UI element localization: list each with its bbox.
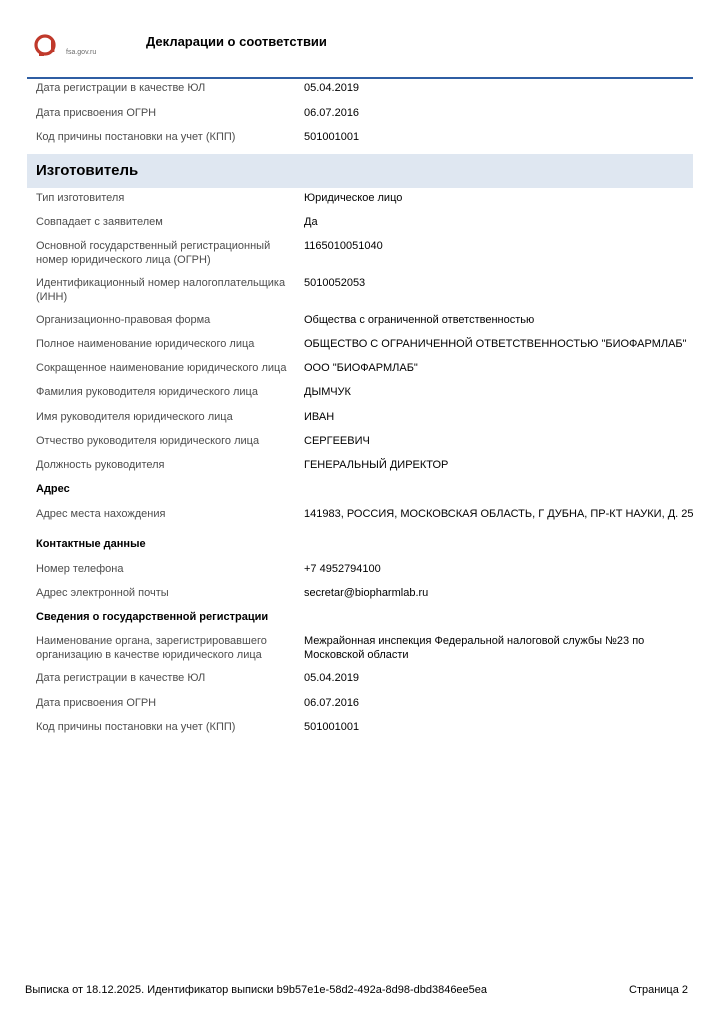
field-value: ДЫМЧУК bbox=[304, 386, 351, 398]
field-label: Дата регистрации в качестве ЮЛ bbox=[36, 82, 206, 94]
field-value: ГЕНЕРАЛЬНЫЙ ДИРЕКТОР bbox=[304, 459, 449, 471]
field-value: +7 4952794100 bbox=[304, 563, 381, 575]
logo-text: fsa.gov.ru bbox=[66, 49, 97, 56]
field-label: Основной государственный регистрационный номер юридического лица (ОГРН) bbox=[36, 240, 271, 266]
field-value: 05.04.2019 bbox=[304, 672, 360, 684]
field-label: Тип изготовителя bbox=[36, 192, 125, 204]
field-value: ОБЩЕСТВО С ОГРАНИЧЕННОЙ ОТВЕТСТВЕННОСТЬЮ "БИОФАРМЛАБ" bbox=[304, 338, 687, 350]
field-label: Имя руководителя юридического лица bbox=[36, 411, 233, 423]
field-value: Общества с ограниченной ответственностью bbox=[304, 314, 535, 326]
field-label: Адрес места нахождения bbox=[36, 508, 166, 520]
field-label: Должность руководителя bbox=[36, 459, 165, 471]
section-title: Изготовитель bbox=[36, 162, 139, 179]
field-label: Наименование органа, зарегистрировавшего организацию в качестве юридического лица bbox=[36, 635, 267, 661]
field-value: ИВАН bbox=[304, 411, 335, 423]
page-title: Декларации о соответствии bbox=[146, 34, 327, 49]
field-label: Фамилия руководителя юридического лица bbox=[36, 386, 258, 398]
field-label: Полное наименование юридического лица bbox=[36, 338, 255, 350]
field-label: Код причины постановки на учет (КПП) bbox=[36, 131, 236, 143]
header-divider bbox=[27, 77, 693, 79]
field-label: Дата присвоения ОГРН bbox=[36, 697, 157, 709]
field-value: ООО "БИОФАРМЛАБ" bbox=[304, 362, 418, 374]
field-value: 5010052053 bbox=[304, 277, 366, 289]
field-label: Отчество руководителя юридического лица bbox=[36, 435, 260, 447]
section-header-manufacturer bbox=[27, 154, 693, 188]
field-label: Дата регистрации в качестве ЮЛ bbox=[36, 672, 206, 684]
field-value: Юридическое лицо bbox=[304, 192, 403, 204]
page-number: Страница 2 bbox=[629, 984, 689, 996]
field-value: 06.07.2016 bbox=[304, 107, 360, 119]
field-label: Адрес электронной почты bbox=[36, 587, 169, 599]
extract-id-text: Выписка от 18.12.2025. Идентификатор выписки b9b57e1e-58d2-492a-8d98-dbd3846ee5ea bbox=[25, 984, 488, 996]
field-value: 501001001 bbox=[304, 721, 360, 733]
field-label: Совпадает с заявителем bbox=[36, 216, 163, 228]
field-label: Код причины постановки на учет (КПП) bbox=[36, 721, 236, 733]
subheading-contacts: Контактные данные bbox=[36, 538, 146, 550]
page-header bbox=[0, 0, 723, 78]
fsa-logo-icon[interactable] bbox=[34, 34, 58, 60]
field-value: 1165010051040 bbox=[304, 240, 383, 252]
field-label: Дата присвоения ОГРН bbox=[36, 107, 157, 119]
field-label: Идентификационный номер налогоплательщика (ИНН) bbox=[36, 277, 286, 303]
subheading-address: Адрес bbox=[36, 483, 70, 495]
field-value: 141983, РОССИЯ, МОСКОВСКАЯ ОБЛАСТЬ, Г ДУБНА, ПР-КТ НАУКИ, Д. 25 bbox=[304, 508, 694, 520]
field-value: secretar@biopharmlab.ru bbox=[304, 587, 429, 599]
field-label: Сокращенное наименование юридического лица bbox=[36, 362, 287, 374]
subheading-registration: Сведения о государственной регистрации bbox=[36, 611, 269, 623]
field-value: 05.04.2019 bbox=[304, 82, 360, 94]
field-value: СЕРГЕЕВИЧ bbox=[304, 435, 370, 447]
field-label: Организационно-правовая форма bbox=[36, 314, 211, 326]
field-value: 06.07.2016 bbox=[304, 697, 360, 709]
field-value: Да bbox=[304, 216, 318, 228]
field-value: 501001001 bbox=[304, 131, 360, 143]
field-label: Номер телефона bbox=[36, 563, 124, 575]
field-value: Межрайонная инспекция Федеральной налоговой службы №23 по Московской области bbox=[304, 635, 645, 661]
